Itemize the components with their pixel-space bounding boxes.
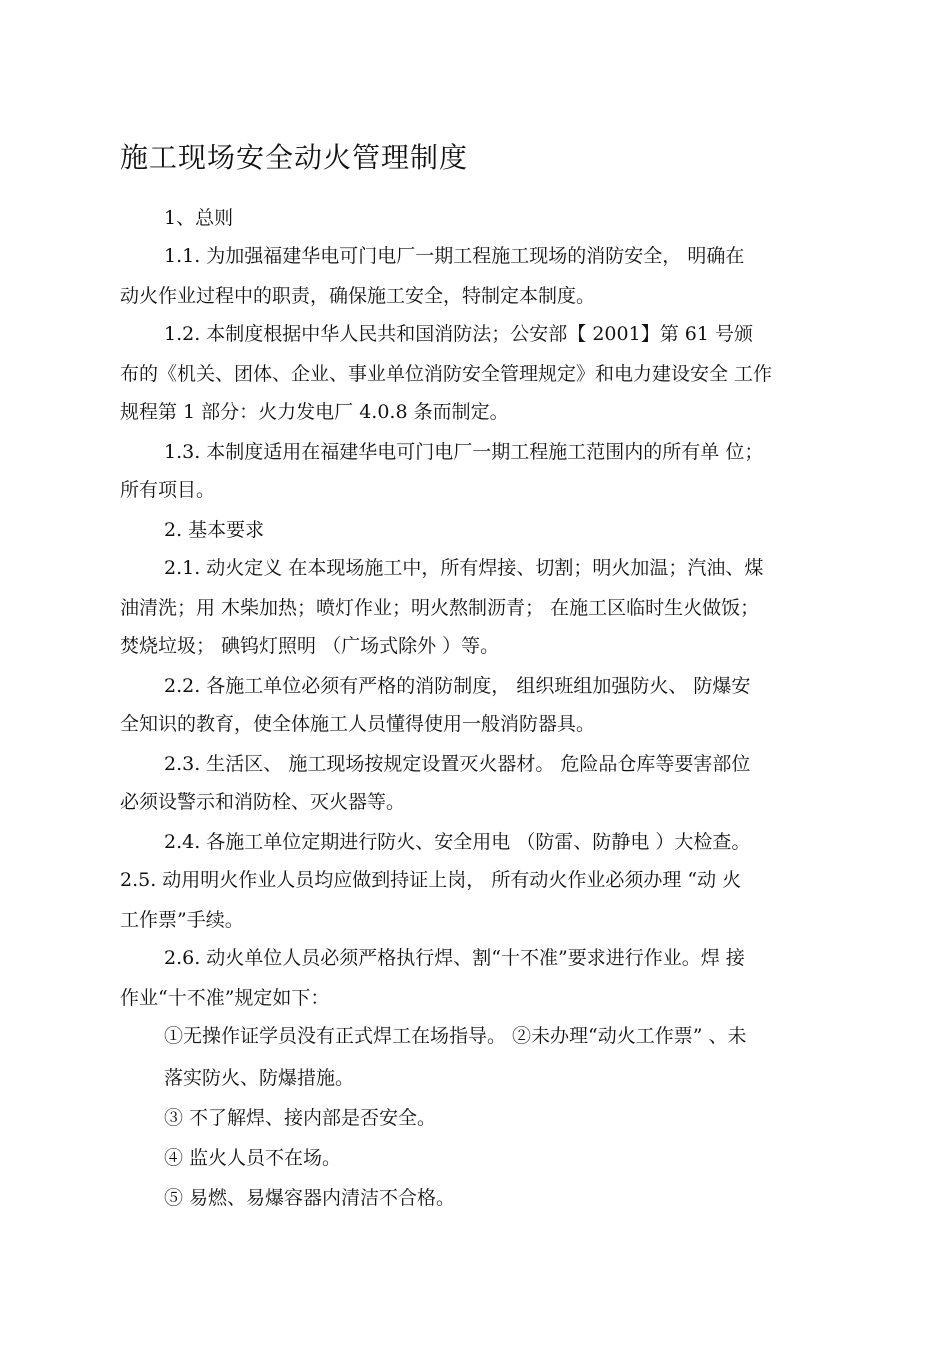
paragraph-line: 1.2. 本制度根据中华人民共和国消防法；公安部【 2001】第 61 号颁	[164, 323, 753, 345]
list-item-continuation: 落实防火、防爆措施。	[164, 1067, 355, 1089]
paragraph-line: 工作票”手续。	[120, 909, 244, 931]
paragraph-line: 焚烧垃圾； 碘钨灯照明 （广场式除外 ）等。	[120, 635, 500, 657]
paragraph-line: 2.2. 各施工单位必须有严格的消防制度， 组织班组加强防火、 防爆安	[164, 675, 751, 697]
paragraph-line: 油清洗；用 木柴加热；喷灯作业；明火熬制沥青； 在施工区临时生火做饭；	[120, 597, 760, 619]
paragraph-line: 1.1. 为加强福建华电可门电厂一期工程施工现场的消防安全， 明确在	[164, 245, 745, 267]
paragraph-line: 1.3. 本制度适用在福建华电可门电厂一期工程施工范围内的所有单 位；	[164, 441, 764, 463]
section-heading-general: 1、总则	[164, 207, 234, 229]
paragraph-line: 必须设警示和消防栓、灭火器等。	[120, 791, 406, 813]
paragraph-line: 2.1. 动火定义 在本现场施工中，所有焊接、切割；明火加温；汽油、煤	[164, 557, 764, 579]
paragraph-line: 2.4. 各施工单位定期进行防火、安全用电 （防雷、防静电 ）大检查。	[164, 831, 751, 853]
paragraph-line: 规程第 1 部分：火力发电厂 4.0.8 条而制定。	[120, 401, 509, 423]
paragraph-line: 全知识的教育，使全体施工人员懂得使用一般消防器具。	[120, 713, 596, 735]
list-item: ①无操作证学员没有正式焊工在场指导。 ②未办理“动火工作票” 、未	[164, 1025, 747, 1047]
paragraph-line: 2.6. 动火单位人员必须严格执行焊、割“十不准”要求进行作业。焊 接	[164, 947, 745, 969]
paragraph-line: 2.5. 动用明火作业人员均应做到持证上岗， 所有动火作业必须办理 “动 火	[120, 869, 742, 891]
paragraph-line: 2.3. 生活区、 施工现场按规定设置灭火器材。 危险品仓库等要害部位	[164, 753, 751, 775]
paragraph-line: 布的《机关、团体、企业、事业单位消防安全管理规定》和电力建设安全 工作	[120, 363, 773, 385]
list-item: ⑤ 易燃、易爆容器内清洁不合格。	[164, 1187, 456, 1209]
document-title: 施工现场安全动火管理制度	[120, 141, 469, 174]
list-item: ④ 监火人员不在场。	[164, 1147, 342, 1169]
paragraph-line: 所有项目。	[120, 479, 216, 501]
paragraph-line: 作业“十不准”规定如下：	[120, 987, 330, 1009]
section-heading-requirements: 2. 基本要求	[164, 519, 265, 541]
paragraph-line: 动火作业过程中的职责，确保施工安全，特制定本制度。	[120, 285, 596, 307]
list-item: ③ 不了解焊、接内部是否安全。	[164, 1107, 437, 1129]
